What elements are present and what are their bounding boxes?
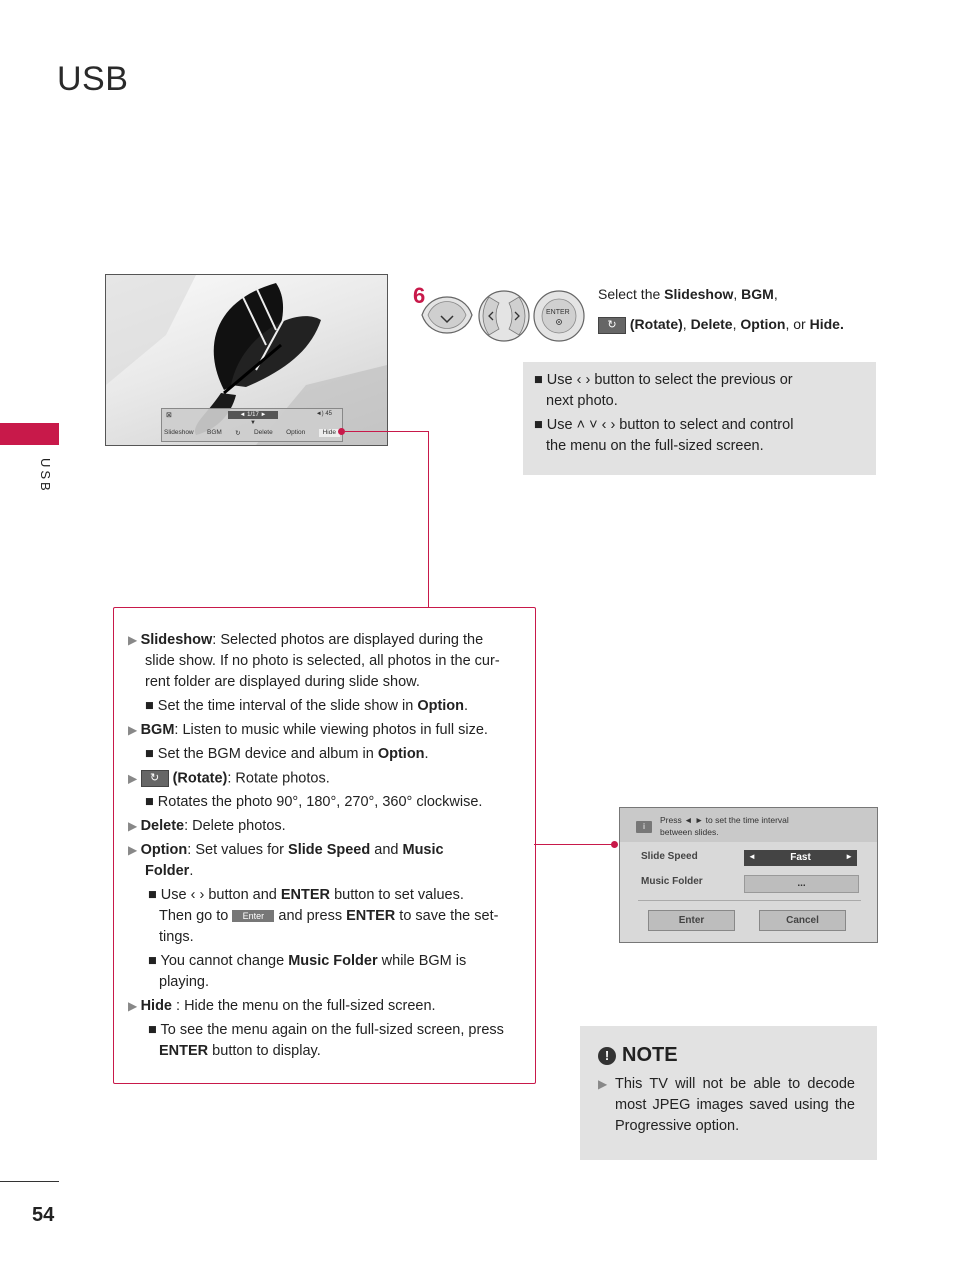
chevron-left-icon[interactable]: ◄ <box>748 852 756 861</box>
bullet-arrow-icon: ▶ <box>128 771 141 786</box>
kw-bgm: BGM <box>741 286 774 302</box>
menu-item-slideshow[interactable]: Slideshow <box>164 429 194 436</box>
step-number: 6 <box>413 283 426 308</box>
page-title: USB <box>57 60 129 98</box>
rotate-icon: ↻ <box>141 770 169 787</box>
instruction-line-1: Select the Slideshow, BGM, <box>598 286 778 302</box>
chevron-down-icon: ▼ <box>250 420 256 426</box>
rotate-icon: ↻ <box>598 317 626 334</box>
next-arrow-icon[interactable]: ► <box>258 412 267 418</box>
footer-rule <box>0 1181 59 1182</box>
instruction-line-2: ↻ (Rotate), Delete, Option, or Hide. <box>598 316 844 334</box>
note-text: This TV will not be able to decode most JPEG images saved using the Progressive option. <box>615 1076 855 1134</box>
hint-line: the menu on the full-sized screen. <box>546 438 764 454</box>
callout-line <box>345 431 429 432</box>
hint-box <box>523 362 876 475</box>
enter-button-icon <box>533 290 585 342</box>
kw-rotate: (Rotate) <box>629 316 683 332</box>
hint-line: ■ Use ˄ ˅ ‹ › button to select and control <box>534 417 794 433</box>
bullet-arrow-icon: ▶ <box>128 999 141 1013</box>
kw-hide: Hide. <box>809 316 844 332</box>
bullet-arrow-icon: ▶ <box>598 1077 608 1091</box>
kw-option: Option <box>740 316 786 332</box>
side-tab-marker <box>0 423 59 445</box>
dialog-header <box>620 808 877 842</box>
callout-line <box>534 844 612 845</box>
enter-button-label: ENTER <box>546 309 570 316</box>
menu-item-rotate[interactable]: ↻ <box>235 430 241 437</box>
callout-line <box>428 431 429 607</box>
hint-line: next photo. <box>546 393 618 409</box>
menu-items-row <box>164 429 340 437</box>
slide-speed-selector[interactable]: ◄ Fast ► <box>744 850 857 866</box>
slide-speed-label: Slide Speed <box>641 851 698 862</box>
dialog-message: Press ◄ ► to set the time interval between slides. <box>660 815 789 837</box>
music-folder-field[interactable]: ... <box>744 875 859 893</box>
enter-chip: Enter <box>232 910 274 922</box>
up-down-button-icon <box>420 289 474 341</box>
info-icon: i <box>636 821 652 833</box>
hint-line: ■ Use ‹ › button to select the previous or <box>534 372 793 388</box>
page-number: 54 <box>32 1204 55 1226</box>
enter-button[interactable]: Enter <box>648 910 735 931</box>
menu-description-box: ▶ Slideshow: Selected photos are displayed during the slide show. If no photo is selected, all photos in the cur- rent folder are displayed during slide show. ■ Set the time interval of the slide show in Option. ▶ BGM: Listen to music while viewing photos in full size. ■ Set the BGM device and album in Option. ▶ ↻ (Rotate): Rotate photos. ■ Rotates the photo 90°, 180°, 270°, 360° clockwise. ▶ Delete: Delete photos. ▶ Option: Set values for Slide Speed and Music Folder. ■ Use ‹ › button and ENTER button to set values. Then go to Enter and press ENTER to save the set- tings. ■ You cannot change Music Folder while BGM is playing. ▶ Hide : Hide the menu on the full-sized screen. ■ To see the menu again on the full-sized screen, press ENTER button to display. <box>113 607 536 1084</box>
note-title: NOTE <box>622 1044 678 1066</box>
chevron-right-icon[interactable]: ► <box>845 852 853 861</box>
bullet-arrow-icon: ▶ <box>128 633 141 647</box>
alert-icon: ! <box>598 1047 616 1065</box>
callout-dot <box>611 841 618 848</box>
bullet-arrow-icon: ▶ <box>128 843 141 857</box>
menu-item-delete[interactable]: Delete <box>253 429 273 436</box>
speaker-icon: ◄) <box>315 411 324 417</box>
bullet-arrow-icon: ▶ <box>128 819 141 833</box>
photo-fullscreen-view <box>105 274 388 446</box>
dialog-divider <box>638 900 861 901</box>
left-right-button-icon <box>477 289 531 343</box>
menu-item-hide[interactable]: Hide <box>319 429 340 437</box>
bullet-arrow-icon: ▶ <box>128 723 141 737</box>
option-dialog <box>619 807 878 943</box>
photo-control-menu <box>161 408 343 442</box>
music-folder-label: Music Folder <box>641 876 703 887</box>
volume-indicator: ◄) 45 <box>315 411 332 417</box>
side-section-label: USB <box>38 458 53 494</box>
menu-item-bgm[interactable]: BGM <box>206 429 222 436</box>
cancel-button[interactable]: Cancel <box>759 910 846 931</box>
kw-delete: Delete <box>690 316 733 332</box>
photo-icon: ⊠ <box>166 412 172 419</box>
callout-dot <box>338 428 345 435</box>
kw-slideshow: Slideshow <box>664 286 734 302</box>
photo-counter[interactable]: ◄ 1/17 ► <box>228 411 278 419</box>
menu-item-option[interactable]: Option <box>286 429 306 436</box>
prev-arrow-icon[interactable]: ◄ <box>239 412 248 418</box>
